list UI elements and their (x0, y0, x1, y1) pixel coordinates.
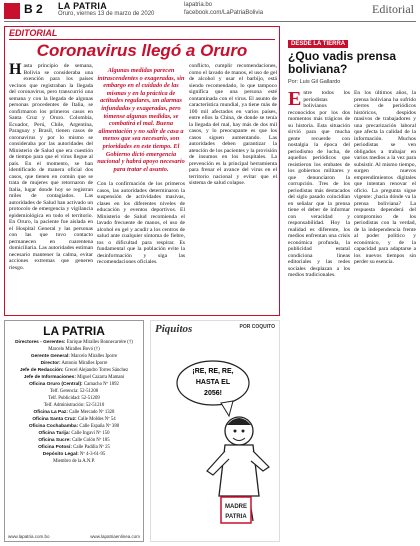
character-eye (234, 430, 237, 433)
speech-tail (221, 401, 233, 416)
masthead-row-value: Marcelo Miralles Iporre (71, 354, 118, 359)
sign-line-2: PATRIA (225, 514, 247, 520)
masthead-row-value: Camacho Nº 1892 (83, 382, 119, 387)
masthead-footer (8, 534, 140, 539)
masthead-row (8, 347, 140, 353)
masthead-row (8, 445, 140, 451)
masthead-row-label: Oficina Oruro (Central): (29, 382, 83, 387)
section-name: Editorial (372, 2, 414, 16)
masthead-row (8, 403, 140, 409)
masthead-row-label: Directores - Gerentes: (15, 340, 66, 345)
masthead-row (8, 459, 140, 465)
masthead-row (8, 361, 140, 367)
masthead-row (8, 368, 140, 374)
masthead-row (8, 375, 140, 381)
masthead-row-value: Miguel Cazarra Mamani (77, 375, 125, 380)
masthead-row-label: Oficina Tarija: (38, 431, 71, 436)
masthead-row-label: Director: (40, 361, 61, 366)
page-number: B 2 (24, 2, 43, 16)
masthead-row (8, 452, 140, 458)
page-header (0, 0, 420, 22)
masthead-row-value: Calle España Nº 380 (79, 424, 120, 429)
newspaper-name: LA PATRIA (58, 1, 108, 11)
editorial-column-1 (9, 63, 93, 315)
column-tag: DESDE LA TIERRA (288, 40, 348, 48)
masthead-row-value: Calle Padilla Nº 25 (73, 445, 110, 450)
masthead-row-label: Jefe de Redacción: (19, 368, 64, 373)
pull-quote: Algunas medidas parecen intrascendentes o exageradas, sin embargo en el cuidado de las mismas y en la práctica de actitudes regulares, un alarmas infundadas y exageradas, pero tómense algunas medidas, se combatirá el mal. Buena alimentación y no salir de casa a menos que sea necesario, son prioridades en este tiempo. El Gobierno dictó emergencia nacional y habrá apoyo necesario para tratar el asunto. (97, 67, 185, 173)
editorial-rule (9, 39, 275, 40)
masthead-row (8, 396, 140, 402)
masthead-row-label: Jefe de Informaciones: (23, 375, 76, 380)
opinion-author: Por: Luis Gil Gallardo (288, 79, 341, 85)
drop-cap: E (288, 90, 302, 110)
masthead-row-label: Depósito Legal: (42, 452, 79, 457)
masthead-row-value: Nº 4-3-61-95 (79, 452, 106, 457)
masthead-row-value: Calle Ingavi Nº 150 (71, 431, 110, 436)
opinion-title: ¿Quo vadis prensa boliviana? (288, 49, 397, 76)
speech-line-1: ¡RE, RE, RE, (192, 368, 234, 375)
masthead-row-value: Telf. Gerencia: 52-51208 (49, 389, 99, 394)
speech-line-3: 2056! (204, 390, 222, 397)
editorial-label: EDITORIAL (9, 28, 58, 38)
cartoon-illustration (151, 321, 281, 543)
masthead-row (8, 410, 140, 416)
masthead-row-label: Gerente General: (30, 354, 70, 359)
editorial-column-3 (189, 63, 277, 315)
masthead-row-value: Grecel Alejandro Torres Sánchez (64, 368, 129, 373)
masthead-row (8, 382, 140, 388)
masthead-row-label: Oficina Cochabamba: (28, 424, 79, 429)
drop-cap: H (9, 63, 22, 78)
masthead-box (4, 320, 144, 542)
masthead-row (8, 389, 140, 395)
masthead-row-value: Enrique Miralles Bonnecarrère (†) (66, 340, 133, 345)
cartoon-credit: POR COQUITO (239, 324, 275, 330)
masthead-row-value: Calle Moldes Nº 54 (77, 417, 116, 422)
masthead-row-value: Marcelo Miralles Bovó (†) (48, 347, 100, 352)
masthead-row-value: Calle Colón Nº 185 (72, 438, 110, 443)
masthead-url-1[interactable]: www.lapatria.com.bo (8, 534, 50, 539)
masthead-row-value: Telf. Administración: 52-51210 (43, 403, 105, 408)
masthead-row-value: Miembro de la A.N.P. (53, 459, 95, 464)
page-marker (4, 3, 20, 19)
cartoon-panel (150, 320, 280, 542)
masthead-row-label: Oficina La Paz: (33, 410, 68, 415)
cartoon-logo: Piquitos (155, 323, 193, 335)
masthead-row (8, 424, 140, 430)
opinion-text-1: ntre todos los periodistas bolivianos reconocidos por los dos momentos más trágicos de su historia. Esta situación sirvió para que mucha gente recuerde con nostalgia la época del periodismo de lucha, de aquellos periódicos que resistieron los embates de los gobiernos militares y que denunciaron la corrupción. Tres de los periodistas más destacados del siglo pasado coincidían en señalar que la prensa tiene el deber de informar con veracidad y responsabilidad. Hoy la realidad es diferente, los medios enfrentan una crisis económica profunda, la publicidad estatal condiciona líneas editoriales y las redes sociales desplazan a los medios tradicionales. (288, 90, 350, 278)
masthead-credits (5, 338, 143, 468)
masthead-row-value: Telf. Publicidad: 52-51209 (48, 396, 100, 401)
facebook-url: facebook.com/LaPatriaBolivia (184, 10, 264, 16)
editorial-box (4, 26, 280, 316)
masthead-row (8, 354, 140, 360)
sign-line-1: MADRE (225, 504, 247, 510)
opinion-column-2 (354, 90, 416, 542)
character-eye (242, 430, 245, 433)
masthead-row-label: Oficina Santa Cruz: (32, 417, 77, 422)
masthead-row-value: Calle Mercado Nº 1328 (69, 410, 115, 415)
masthead-row (8, 417, 140, 423)
header-rule (4, 21, 416, 22)
website-url: lapatria.bo (184, 2, 213, 8)
masthead-row (8, 340, 140, 346)
masthead-row (8, 438, 140, 444)
masthead-row-value: Antonio Miralles Iporre (61, 361, 108, 366)
masthead-row-label: Oficina Potosí: (38, 445, 72, 450)
editorial-text-1: asta principio de semana, Bolivia se consideraba una exención para los países vecinos que registraban la llegada del coronavirus, pero transcurrió una semana y con la llegada de algunas personas procedentes de Italia, se confirmaron los primeros casos en Santa Cruz y Oruro. Colombia, Ecuador, Perú, Chile, Argentina, Paraguay y Brasil, tienen casos de coronavirus y por lo mismo se consideraba por las autoridades del Ministerio de Salud que era cuestión de tiempo para que el virus llegue al país. En el momento, se han identificado de manera oficial dos casos, que tienen en común que se trata de mujeres que retornaron de Italia, lugar donde hoy se registran miles de contagiados. Las autoridades de Salud han activado un protocolo de emergencia y vigilancia epidemiológica en todo el territorio. En Oruro, la paciente fue aislada en el Hospital General y las personas con las que tuvo contacto permanecen en cuarentena domiciliaria. Las autoridades estiman necesario mantener la calma, evitar acciones extremas que generen riesgo. (9, 63, 93, 271)
opinion-column-1 (288, 90, 350, 542)
masthead-row (8, 431, 140, 437)
issue-date: Oruro, viernes 13 de marzo de 2020 (58, 11, 155, 17)
editorial-text-3: conflicto, cumplir recomendaciones, como el lavado de manos, el uso de gel de alcohol y usar el barbijo, está siendo recomendado, lo que tampoco significa que una persona esté contaminada con el virus. El asunto de característica mundial, ya tiene más de 100 mil afectados en varios países, entre ellos la China, de donde se tenía la llegada del mal, hay más de dos mil casos, y lo preocupante es que los casos siguen aumentando. Las autoridades deben garantizar la atención de los pacientes y la provisión de insumos en los hospitales. La prevención es la principal herramienta para frenar el avance del virus en el territorio nacional y evitar que el sistema de salud colapse. (189, 63, 277, 186)
masthead-row-label: Oficina Sucre: (38, 438, 71, 443)
speech-line-2: HASTA EL (195, 379, 231, 386)
masthead-logo: LA PATRIA (43, 324, 105, 338)
editorial-title: Coronavirus llegó a Oruro (36, 41, 248, 60)
masthead-url-2[interactable]: www.lapatriaenlinea.com (90, 534, 140, 539)
editorial-text-2: Con la confirmación de los primeros casos, las autoridades determinaron la suspensión de actividades masivas, clases en los diferentes niveles de educación y eventos deportivos. El Ministerio de Salud recomienda el lavado frecuente de manos, el uso de alcohol en gel y acudir a los centros de salud ante cualquier síntoma de fiebre, tos o dificultad para respirar. Es fundamental que la población evite la desinformación y siga las recomendaciones oficiales. (97, 181, 185, 265)
opinion-text-2: En los últimos años, la prensa boliviana ha sufrido cierres de periódicos históricos, despidos masivos de trabajadores y una precarización laboral que afecta la calidad de la información. Muchos periodistas se ven obligados a trabajar en varios medios a la vez para subsistir. Al mismo tiempo, surgen nuevos emprendimientos digitales que intentan renovar el oficio. La pregunta sigue vigente: ¿hacia dónde va la prensa boliviana? La respuesta dependerá del compromiso de los periodistas con la verdad, de la independencia frente al poder político y económico, y de la capacidad para adaptarse a los nuevos tiempos sin perder su esencia. (354, 90, 416, 265)
